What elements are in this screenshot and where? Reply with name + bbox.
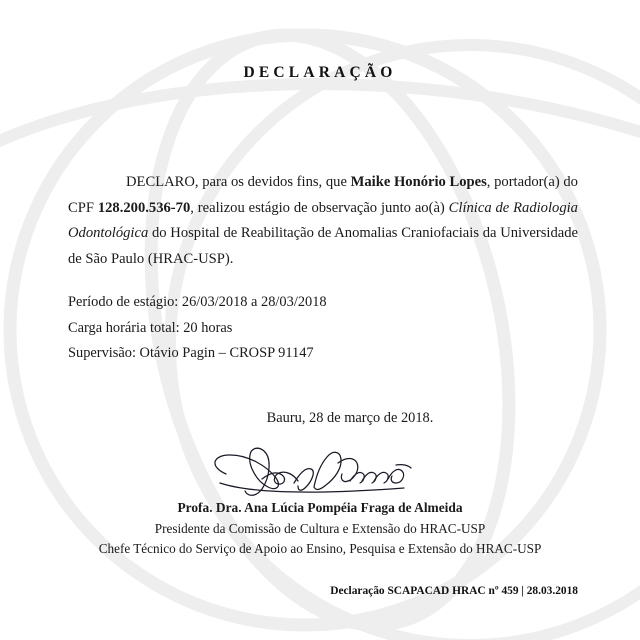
signatory-role-line-1: Presidente da Comissão de Cultura e Extensão do HRAC-USP <box>154 521 486 536</box>
workload-line: Carga horária total: 20 horas <box>68 319 233 336</box>
signatory-role-line-2: Chefe Técnico do Serviço de Apoio ao Ensino, Pesquisa e Extensão do HRAC-USP <box>98 541 542 556</box>
handwritten-signature <box>190 443 450 499</box>
page-title: DECLARAÇÃO <box>243 64 397 81</box>
place-and-date: Bauru, 28 de março de 2018. <box>266 410 434 426</box>
clinic-name: Clínica de Radiologia Odontológica <box>68 199 578 241</box>
body-text-segment-2: , portador(a) do CPF <box>68 174 578 216</box>
signatory-name: Profa. Dra. Ana Lúcia Pompéia Fraga de Almeida <box>177 500 463 515</box>
declared-person-name: Maike Honório Lopes <box>350 174 487 190</box>
body-text-segment-4: do Hospital de Reabilitação de Anomalias Craniofaciais da Universidade de São Paulo (HRAC-USP). <box>68 225 578 267</box>
cpf-value: 128.200.536-70 <box>97 199 191 216</box>
internship-details-block <box>68 290 568 367</box>
supervision-line: Supervisão: Otávio Pagin – CROSP 91147 <box>68 345 314 361</box>
declaration-body-paragraph <box>68 170 578 272</box>
body-text-segment-3: , realizou estágio de observação junto ao(à) <box>190 199 449 216</box>
internship-period-line: Período de estágio: 26/03/2018 a 28/03/2018 <box>68 294 327 310</box>
footer-reference: Declaração SCAPACAD HRAC nº 459 | 28.03.2018 <box>330 585 578 597</box>
body-text-segment-1: DECLARO, para os devidos fins, que <box>126 174 351 190</box>
